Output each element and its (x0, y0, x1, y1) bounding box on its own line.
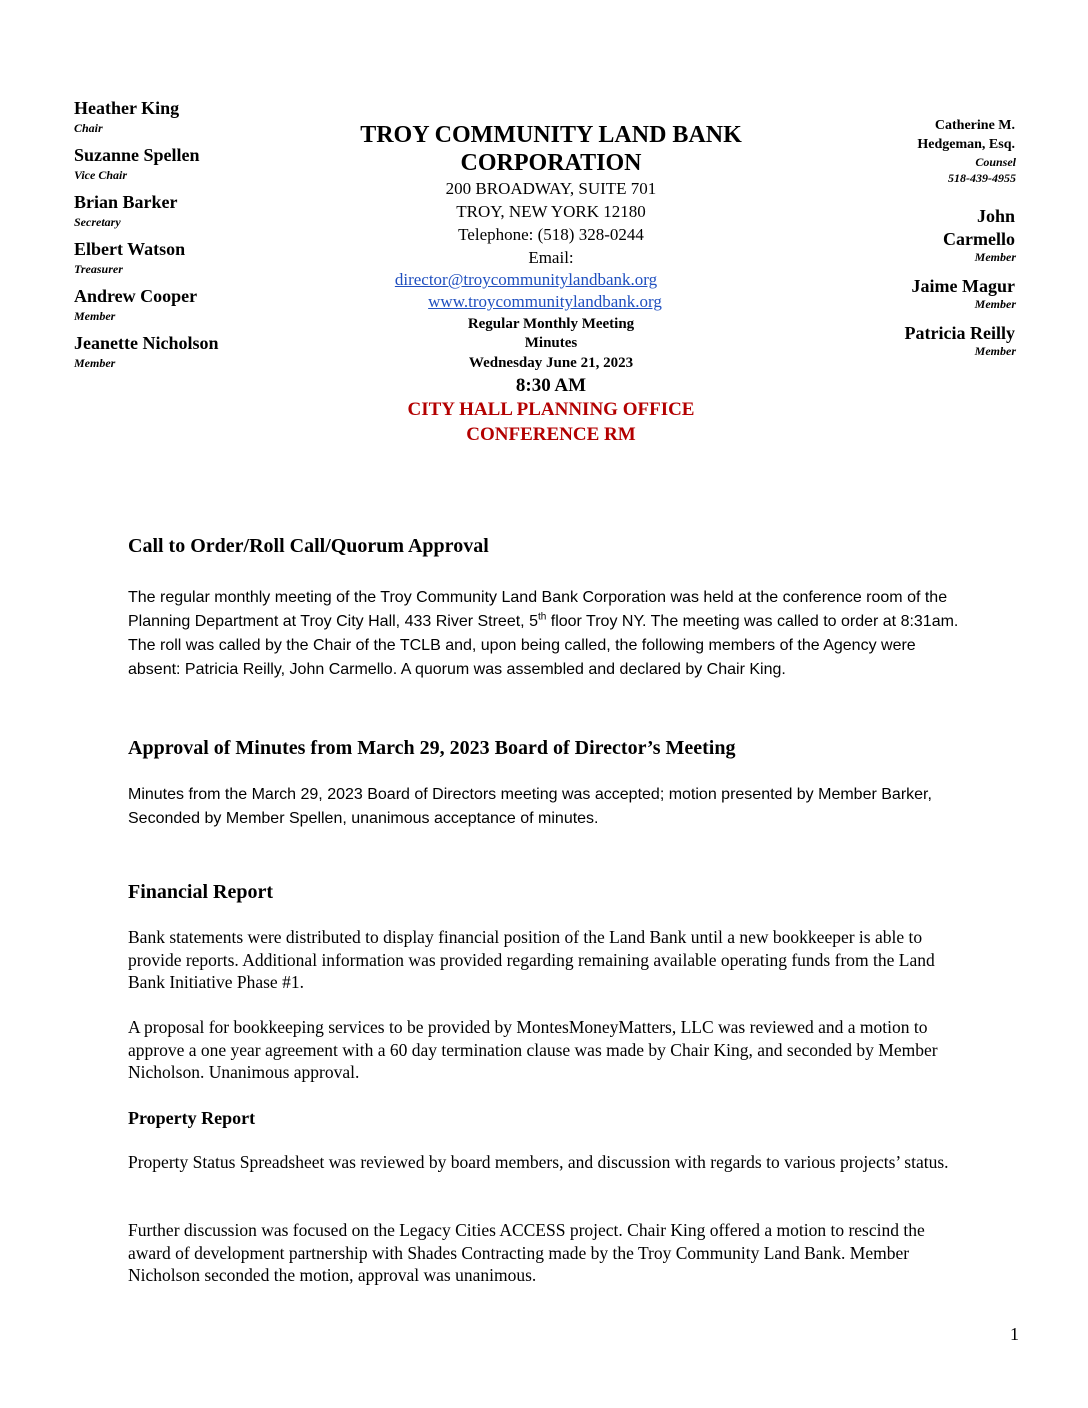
meeting-time: 8:30 AM (515, 375, 587, 396)
counsel-phone: 518-439-4955 (948, 171, 1016, 185)
board-member-name: Elbert Watson (74, 239, 186, 259)
section-heading: Call to Order/Roll Call/Quorum Approval (128, 535, 489, 557)
section-heading: Property Report (128, 1108, 256, 1128)
section-paragraph: Further discussion was focused on the Legacy Cities ACCESS project. Chair King offered a motion to rescind the award of development partnership with Shades Contracting made by the Troy Community Land Bank. Member Nicholson seconded the motion, approval was unanimous. (128, 1220, 925, 1285)
board-member-role: Secretary (74, 215, 121, 229)
board-member-role: Member (974, 297, 1016, 311)
section-heading: Approval of Minutes from March 29, 2023 Board of Director’s Meeting (128, 737, 736, 759)
website-link[interactable]: www.troycommunitylandbank.org (428, 292, 662, 311)
address-line: 200 BROADWAY, SUITE 701 (445, 179, 657, 198)
section-paragraph: Property Status Spreadsheet was reviewed by board members, and discussion with regards to various projects’ status. (128, 1152, 949, 1172)
email-label: Email: (528, 248, 574, 267)
meeting-location: CONFERENCE RM (466, 424, 636, 445)
board-member-name: Andrew Cooper (74, 286, 198, 306)
address-line: TROY, NEW YORK 12180 (456, 202, 646, 221)
board-member-role: Chair (74, 121, 103, 135)
board-member-name: Heather King (74, 98, 180, 118)
board-member-role: Member (74, 309, 116, 323)
board-member-role: Vice Chair (74, 168, 128, 182)
section-paragraph: A proposal for bookkeeping services to be provided by MontesMoneyMatters, LLC was reviewed and a motion to approve a one year agreement with a 60 day termination clause was made by Chair King, and seconded by Member Nicholson. Unanimous approval. (128, 1017, 938, 1082)
board-member-role: Member (74, 356, 116, 370)
board-member-role: Member (974, 250, 1016, 264)
board-member-name: Suzanne Spellen (74, 145, 200, 165)
section-paragraph: Bank statements were distributed to display financial position of the Land Bank until a new bookkeeper is able to provide reports. Additional information was provided regarding remaining available operating funds from the Land Bank Initiative Phase #1. (128, 927, 935, 992)
board-member-name: John (976, 206, 1015, 226)
board-member-name: Brian Barker (74, 192, 178, 212)
document-type: Minutes (524, 335, 578, 351)
meeting-type: Regular Monthly Meeting (467, 316, 635, 332)
board-member-name: Patricia Reilly (904, 323, 1015, 343)
org-name: TROY COMMUNITY LAND BANK (360, 122, 742, 148)
section-paragraph: Minutes from the March 29, 2023 Board of Directors meeting was accepted; motion presented by Member Barker, Seconded by Member Spellen, unanimous acceptance of minutes. (128, 786, 932, 827)
telephone: Telephone: (518) 328-0244 (458, 225, 644, 244)
board-member-name: Jaime Magur (911, 276, 1015, 296)
board-member-name: Jeanette Nicholson (74, 333, 219, 353)
counsel-name: Catherine M. (934, 118, 1015, 133)
section-paragraph: The regular monthly meeting of the Troy Community Land Bank Corporation was held at the conference room of the Planning Department at Troy City Hall, 433 River Street, 5th floor Troy NY. The meeting was called to order at 8:31am. The roll was called by the Chair of the TCLB and, upon being called, the following members of the Agency were absent: Patricia Reilly, John Carmello. A quorum was assembled and declared by Chair King. (128, 589, 959, 678)
meeting-date: Wednesday June 21, 2023 (468, 355, 634, 371)
email-link[interactable]: director@troycommunitylandbank.org (394, 270, 658, 289)
org-name: CORPORATION (460, 150, 642, 176)
board-member-role: Member (974, 344, 1016, 358)
section-heading: Financial Report (128, 881, 273, 903)
board-member-name: Carmello (943, 229, 1015, 249)
page-number: 1 (1010, 1324, 1019, 1344)
meeting-location: CITY HALL PLANNING OFFICE (407, 399, 695, 420)
board-member-role: Treasurer (74, 262, 123, 276)
counsel-role: Counsel (975, 155, 1016, 169)
counsel-name: Hedgeman, Esq. (917, 137, 1015, 152)
